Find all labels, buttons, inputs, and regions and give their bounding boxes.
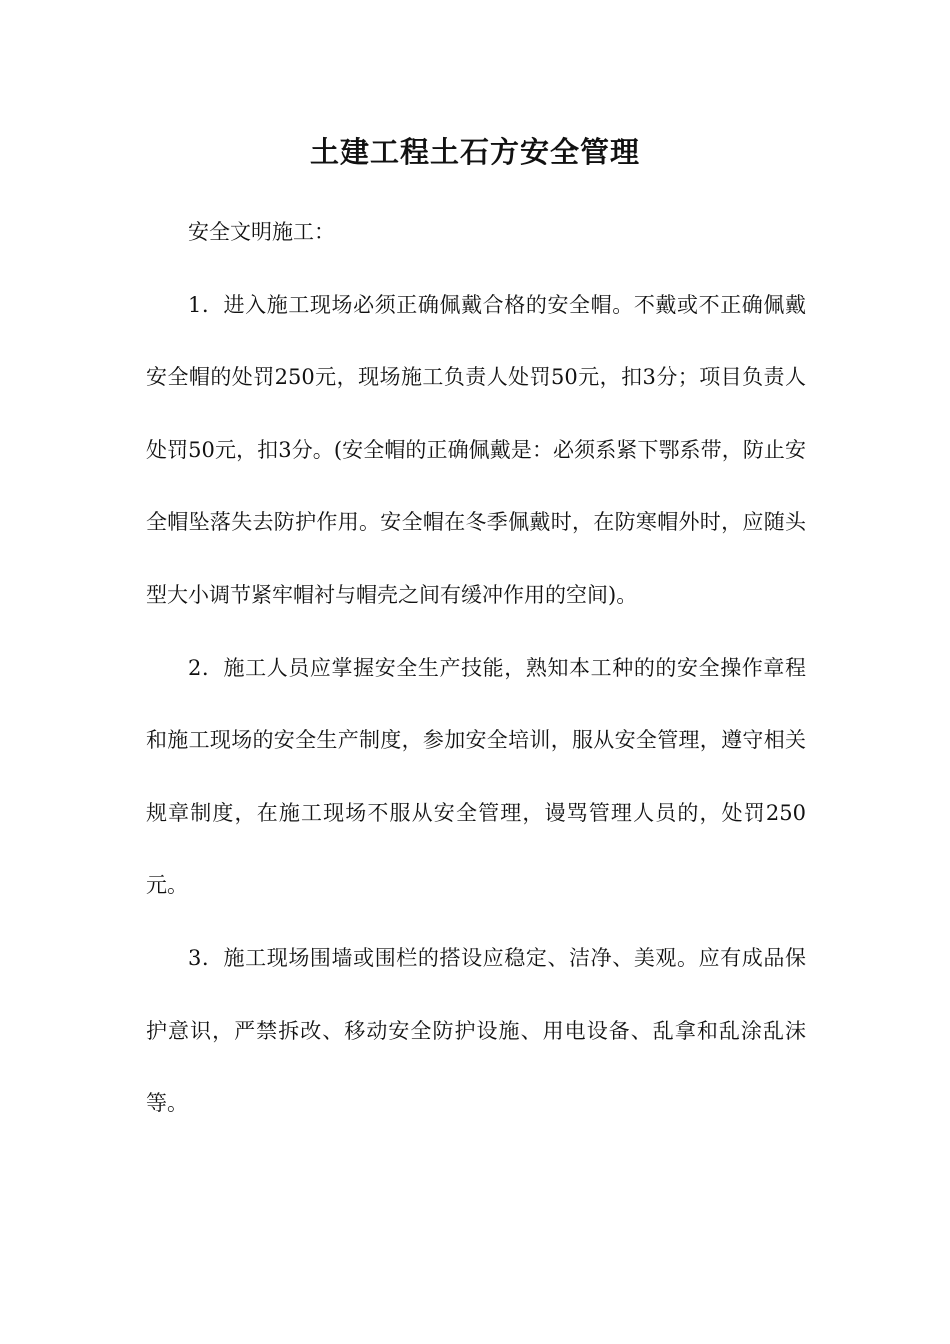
paragraph-2: 2．施工人员应掌握安全生产技能，熟知本工种的的安全操作章程和施工现场的安全生产制度，参加安全培训，服从安全管理，遵守相关规章制度，在施工现场不服从安全管理，谩骂管理人员的，处罚250元。 <box>146 655 806 898</box>
paragraph-1: 1．进入施工现场必须正确佩戴合格的安全帽。不戴或不正确佩戴安全帽的处罚250元，现场施工负责人处罚50元，扣3分；项目负责人处罚50元，扣3分。(安全帽的正确佩戴是：必须系紧下鄂系带，防止安全帽坠落失去防护作用。安全帽在冬季佩戴时，在防寒帽外时，应随头型大小调节紧牢帽衬与帽壳之间有缓冲作用的空间)。 <box>146 292 806 607</box>
document-body <box>146 196 806 1140</box>
document-title: 土建工程土石方安全管理 <box>309 135 640 169</box>
paragraph-3: 3．施工现场围墙或围栏的搭设应稳定、洁净、美观。应有成品保护意识，严禁拆改、移动安全防护设施、用电设备、乱拿和乱涂乱沫等。 <box>146 945 806 1116</box>
section-heading: 安全文明施工： <box>188 220 335 244</box>
